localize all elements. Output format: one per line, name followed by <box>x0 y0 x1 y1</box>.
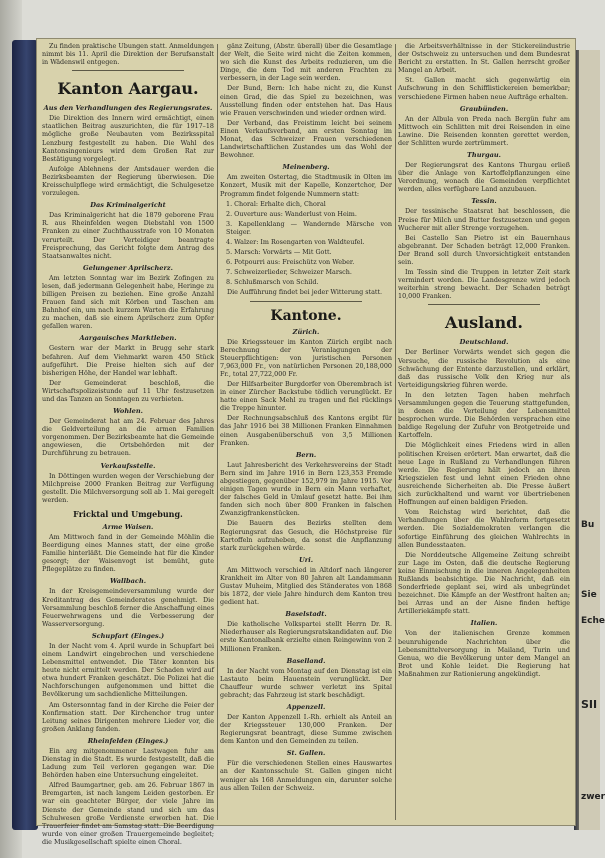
subheading: Aargauisches Marktleben. <box>79 334 177 343</box>
newspaper-page <box>36 38 576 846</box>
paragraph: Gestern war der Markt in Brugg sehr stark befahren. Auf dem Viehmarkt waren 450 Stück aufgeführt. Die Preise hielten sich auf der bisherigen Höhe, der Handel war lebhaft. <box>42 344 214 377</box>
subheading-zurich: Zürich. <box>292 327 320 336</box>
paragraph: Die Bauern des Bezirks stellten dem Regierungsrat das Gesuch, die Höchstpreise für Kartoffeln aufzuheben, da sonst die Anpflanzung stark zurückgehen würde. <box>220 519 392 552</box>
subheading-bern: Bern. <box>295 450 317 459</box>
column-3 <box>398 42 570 822</box>
paragraph: An der Albula von Preda nach Bergün fuhr am Mittwoch ein Schlitten mit drei Reisenden in eine Lawine. Die Reisenden konnten gerettet werden, der Schlitten wurde zertrümmert. <box>398 114 570 147</box>
paragraph: In den letzten Tagen haben mehrfach Versammlungen gegen die Teuerung stattgefunden, in denen die Verteilung der Lebensmittel besprochen wurde. Die Behörden versprachen eine baldige Regelung der Zufuhr von Brotgetreide und Kartoffeln. <box>398 390 570 440</box>
book-binding <box>12 40 38 830</box>
subheading: Aus den Verhandlungen des Regierungsrates. <box>43 104 213 113</box>
subheading-baselland: Baselland. <box>286 656 326 665</box>
list-item: 4. Walzer: Im Rosengarten von Waldteufel. <box>226 237 365 246</box>
list-item: 8. Schlußmarsch von Schild. <box>226 278 319 287</box>
subheading: Wallbach. <box>109 577 147 586</box>
paragraph: St. Gallen macht sich gegenwärtig ein Aufschwung in den Schifflistickereien bemerkbar; verschiedene Firmen haben neue Aufträge erhalten. <box>398 76 570 101</box>
paragraph: Von der italienischen Grenze kommen beunruhigende Nachrichten über die Lebensmittelversorgung in Mailand, Turin und Genua, wo die Bevölkerung unter dem Mangel an Brot und Kohle leidet. Die Regierung hat Maßnahmen zur Rationierung angekündigt. <box>398 629 570 678</box>
paragraph: In der Nacht vom Montag auf den Dienstag ist ein Lastauto beim Hauenstein verunglückt. Der Chauffeur wurde schwer verletzt ins Spital gebracht; das Fahrzeug ist stark beschädigt. <box>220 666 392 699</box>
separator <box>250 301 362 302</box>
list-item: 6. Potpourri aus: Freischütz von Weber. <box>226 258 355 267</box>
paragraph: Aufolge Ablehnens der Amtsdauer werden die Bezirksbeamten der Regierung überwiesen. Die Kreisschulpflege wird ermächtigt, die Schulgesetze vorzulegen. <box>42 164 214 198</box>
subheading: Rheinfelden (Einges.) <box>87 736 169 745</box>
fragment-4: SII <box>581 698 598 711</box>
paragraph: In Döttingen wurden wegen der Verschiebung der Milchpreise 2000 Franken Beitrag zur Verfügung gestellt. Die Milchversorgung soll ab 1. Mai geregelt werden. <box>42 471 214 504</box>
list-item: 2. Ouverture aus: Wanderlust von Heim. <box>226 209 357 218</box>
paragraph: Die Direktion des Innern wird ermächtigt, einen staatlichen Beitrag auszurichten, die für 1917–18 mögliche große Neubauten vom Bezirksspital Lenzburg festgestellt zu haben. Die Wahl des Kantonsingenieurs wird dem Großen Rat zur Bestätigung vorgelegt. <box>42 114 214 163</box>
column-rule-2 <box>395 44 396 820</box>
subheading-appenzell: Appenzell. <box>286 703 326 711</box>
subheading: Verkaufsstelle. <box>100 461 156 470</box>
paragraph: Der Regierungsrat des Kantons Thurgau erließ über die Anlage von Kartoffelpflanzungen eine Verordnung, wonach die Gemeinden verpflichtet werden, alles verfügbare Land anzubauen. <box>398 161 570 194</box>
subheading-baselstadt: Baselstadt. <box>285 610 327 619</box>
paragraph: Am Ostersonntag fand in der Kirche die Feier der Konfirmation statt. Der Kirchenchor trug unter Leitung seines Dirigenten mehrere Lieder vor, die großen Anklang fanden. <box>42 700 214 733</box>
paragraph: In der Kreisgemeindeversammlung wurde der Kreditantrag des Gemeinderates genehmigt. Die Versammlung beschloß ferner die Anschaffung eines Feuerwehrwagens und die Verbesserung der Wasserversorgung. <box>42 587 214 628</box>
paragraph: Am letzten Sonntag war im Bezirk Zofingen zu lesen, daß jedermann Gelegenheit habe, Heringe zu billigen Preisen zu beziehen. Eine große Anzahl Frauen fand sich mit Körben und Taschen am Bahnhof ein, um nach kurzem Warten die Erfahrung zu machen, daß sie einem Aprilscherz zum Opfer gefallen waren. <box>42 273 214 331</box>
paragraph: gänz Zeitung, (Abstr. überall) über die Gesamtlage der Welt, die Seite wird nicht die Zeiten kommen, wo sich die Kunst des Arbeits reduzieren, um die Dinge, die dem Tod mit anderen Frachten zu verbessern, in der Lage sein werden. <box>220 42 392 83</box>
separator <box>72 70 184 71</box>
paragraph: Am zweiten Ostertag, die Stadtmusik in Olten im Konzert, Musik mit der Kapelle, Konzertchor, Der Programm findet folgende Nummern statt: <box>220 173 392 198</box>
subheading-italien: Italien. <box>470 619 498 628</box>
subheading: Wohlen. <box>113 407 143 416</box>
subheading-graubuenden: Graubünden. <box>459 104 509 113</box>
subheading: Schupfart (Einges.) <box>91 631 165 640</box>
subheading-thurgau: Thurgau. <box>467 151 501 160</box>
paragraph: Laut Jahresbericht des Verkehrsvereins der Stadt Bern sind im Jahre 1916 in Bern 123,353 Fremde abgestiegen, gegenüber 152,979 im Jahre 1915. Vor einigen Tagen wurde in Bern ein Mann verhaftet, der falsches Geld in Umlauf gesetzt hatte. Bei ihm fanden sich noch über 800 Franken in falschen Zwanzigfrankenstücken. <box>220 460 392 518</box>
subheading-deutschland: Deutschland. <box>459 338 509 347</box>
paragraph: Am Mittwoch fand in der Gemeinde Möhlin die Beerdigung eines Mannes statt, der eine große Familie hinterläßt. Die Gemeinde hat für die Kinder gesorgt; der Waisenvogt ist bemüht, gute Pflegeplätze zu finden. <box>42 532 214 574</box>
adjacent-page-edge <box>574 50 605 830</box>
paragraph: Der Kanton Appenzell I.-Rh. erhielt als Anteil an der Kriegssteuer 130,000 Franken. Der Regierungsrat beantragt, diese Summe zwischen dem Kanton und den Gemeinden zu teilen. <box>220 713 392 746</box>
paragraph: Der Verband, das Freistimm leicht bei seinem Einen Verkaufsverband, am ersten Sonntag im Monat, das Schweizer Frauen verschiedenen Landwirtschaftlichen Zustandes um das Wohl der Bewohner. <box>220 118 392 160</box>
column-1 <box>42 42 214 846</box>
paragraph: Die Aufführung findet bei jeder Witterung statt. <box>227 288 383 297</box>
subheading-st-gallen: St. Gallen. <box>286 749 326 758</box>
paragraph: Vom Reichstag wird berichtet, daß die Verhandlungen über die Wahlreform fortgesetzt werden. Die Sozialdemokraten verlangen die sofortige Einführung des gleichen Wahlrechts in allen Bundesstaaten. <box>398 508 570 549</box>
subheading: Das Kriminalgericht <box>90 201 166 210</box>
paragraph: Am Mittwoch verschied in Altdorf nach längerer Krankheit im Alter von 80 Jahren alt Landammann Gustav Muheim, Mitglied des Ständerates von 1868 bis 1872, der viele Jahre hindurch dem Kanton treu gedient hat. <box>220 565 392 607</box>
section-heading-kantone: Kantone. <box>270 307 342 324</box>
paragraph: In der Nacht vom 4. April wurde in Schupfart bei einem Landwirt eingebrochen und verschiedene Lebensmittel entwendet. Die Täter konnten bis heute nicht ermittelt werden. Der Schaden wird auf etwa hundert Franken geschätzt. Die Polizei hat die Nachforschungen aufgenommen und bittet die Bevölkerung um sachdienliche Mitteilungen. <box>42 641 214 699</box>
paragraph: Ein arg mitgenommener Lastwagen fuhr am Dienstag in die Stadt. Es wurde festgestellt, daß die Ladung zum Teil verloren gegangen war. Die Behörden haben eine Untersuchung eingeleitet. <box>42 746 214 780</box>
paragraph: Im Tessin sind die Truppen in letzter Zeit stark vermindert worden. Die Landesgrenze wird jedoch weiterhin streng bewacht. Der Schaden beträgt 10,000 Franken. <box>398 268 570 301</box>
paragraph: die Arbeitsverhältnisse in der Stickereiindustrie der Ostschweiz zu untersuchen und dem Bundesrat Bericht zu erstatten. In St. Gallen herrscht großer Mangel an Arbeit. <box>398 42 570 75</box>
list-item: 7. Schweizerlieder, Schweizer Marsch. <box>226 268 352 277</box>
subheading-uri: Uri. <box>298 555 314 564</box>
paragraph: Die Möglichkeit eines Friedens wird in allen politischen Kreisen erörtert. Man erwartet, daß die neue Lage in Rußland zu Verhandlungen führen werde. Die Regierung hält jedoch an ihren Kriegszielen fest und lehnt einen Frieden ohne ausreichende Sicherheiten ab. Die Presse äußert sich zurückhaltend und warnt vor übertriebenen Hoffnungen auf einen baldigen Frieden. <box>398 441 570 507</box>
subheading: Gelungener Aprilscherz. <box>83 263 173 272</box>
paragraph: Das Kriminalgericht hat die 1879 geborene Frau R. aus Rheinfelden wegen Diebstahl von 1500 Franken zu einer Zuchthausstrafe von 10 Monaten verurteilt. Der Verteidiger beantragte Freisprechung, das Gericht folgte dem Antrag des Staatsanwaltes nicht. <box>42 211 214 260</box>
list-item: 3. Kapellenklang — Wandernde Märsche von Steiger. <box>226 219 392 236</box>
section-heading-aargau: Kanton Aargau. <box>57 79 199 99</box>
intro-paragraph: Zu finden praktische Ubungen statt. Anmeldungen nimmt bis 11. April die Direktion der Berufsanstalt in Wädenswil entgegen. <box>42 42 214 67</box>
paragraph: Die Kriegssteuer im Kanton Zürich ergibt nach Berechnung der Veranlagungen der Steuerpflichtigen: von juristischen Personen 7,963,000 Fr., von natürlichen Personen 20,188,000 Fr., total 27,722,000 Fr. <box>220 337 392 378</box>
list-item: 1. Choral: Erhalte dich, Choral <box>226 199 326 208</box>
paragraph: Der Rechnungsabschluß des Kantons ergibt für das Jahr 1916 bei 38 Millionen Franken Einnahmen einen Ausgabenüberschuß von 3,5 Millionen Franken. <box>220 414 392 447</box>
fragment-1: Bu <box>581 520 595 530</box>
subheading: Meinenberg. <box>282 163 330 172</box>
paragraph: Die katholische Volkspartei stellt Herrn Dr. R. Niederhauser als Regierungsratskandidaten auf. Die erste Kantonalbank erzielte einen Reingewinn von 2 Millionen Franken. <box>220 620 392 653</box>
list-item: 5. Marsch: Vorwärts — Mit Gott. <box>226 248 332 257</box>
subheading-tessin: Tessin. <box>471 197 497 206</box>
paragraph: Der tessinische Staatsrat hat beschlossen, die Preise für Milch und Butter festzusetzen und gegen Wucherer mit aller Strenge vorzugehen. <box>398 207 570 232</box>
section-heading-ausland: Ausland. <box>445 313 523 333</box>
column-2 <box>220 42 392 822</box>
paragraph: Der Hilfsarbeiter Burgdorfer von Oberembrach ist in einer Zürcher Backstube tödlich verunglückt. Er hatte einen Sack Mehl zu tragen und fiel rücklings die Treppe hinunter. <box>220 380 392 413</box>
section-heading-fricktal: Fricktal und Umgebung. <box>73 508 183 519</box>
fragment-2: Sie <box>581 590 597 600</box>
paragraph: Alfred Baumgartner, geb. am 26. Februar 1867 in Bremgarten, ist nach langem Leiden gestorben. Er war ein geachteter Bürger, der viele Jahre im Dienste der Gemeinde stand und sich um das Schulwesen große Verdienste erworben hat. Die Trauerfeier findet am Samstag statt. Die Beerdigung wurde von einer großen Trauergemeinde begleitet; die Musikgesellschaft spielte einen Choral. <box>42 781 214 846</box>
subheading: Arme Waisen. <box>102 522 154 531</box>
paragraph: Bei Castello San Pietro ist ein Bauernhaus abgebrannt. Der Schaden beträgt 12,000 Franken. Der Brand soll durch Unvorsichtigkeit entstanden sein. <box>398 233 570 266</box>
paragraph: Die Norddeutsche Allgemeine Zeitung schreibt zur Lage im Osten, daß die deutsche Regierung keine Einmischung in die inneren Angelegenheiten Rußlands beabsichtige. Die Nachricht, daß ein Sonderfriede geplant sei, wird als unbegründet bezeichnet. Die Kämpfe an der Westfront halten an; bei Arras und an der Aisne finden heftige Artilleriekämpfe statt. <box>398 550 570 616</box>
paragraph: Der Bund, Bern: Ich habe nicht zu, die Kunst einen Grad, die das Spiel zu bezeichnen, was Ausstellung finden oder entstehen hat. Das Haus wie Frauen verschwinden und wieder ordnen wird. <box>220 84 392 117</box>
paragraph: Der Berliner Vorwärts wendet sich gegen die Versuche, die russische Revolution als eine Schwächung der Entente darzustellen, und erklärt, daß das russische Volk den Krieg nur als Verteidigungskrieg führen werde. <box>398 348 570 389</box>
fragment-5: zwer <box>581 792 605 802</box>
paragraph: Der Gemeinderat hat am 24. Februar des Jahres die Geldverteilung an die armen Familien vorgenommen. Der Bezirksbeamte hat die Gemeinde angewiesen, die Ortsbehörden mit der Durchführung zu betrauen. <box>42 417 214 458</box>
paragraph: Der Gemeinderat beschloß, die Wirtschaftspolizeistunde auf 11 Uhr festzusetzen und das Tanzen an Sonntagen zu verbieten. <box>42 378 214 403</box>
column-rule-1 <box>217 44 218 820</box>
separator <box>428 304 540 305</box>
concert-program-list <box>220 200 392 287</box>
paragraph: Für die verschiedenen Stellen eines Hauswartes an der Kantonsschule St. Gallen gingen nicht weniger als 168 Anmeldungen ein, darunter solche aus allen Teilen der Schweiz. <box>220 759 392 792</box>
fragment-3: Eche <box>581 616 605 626</box>
